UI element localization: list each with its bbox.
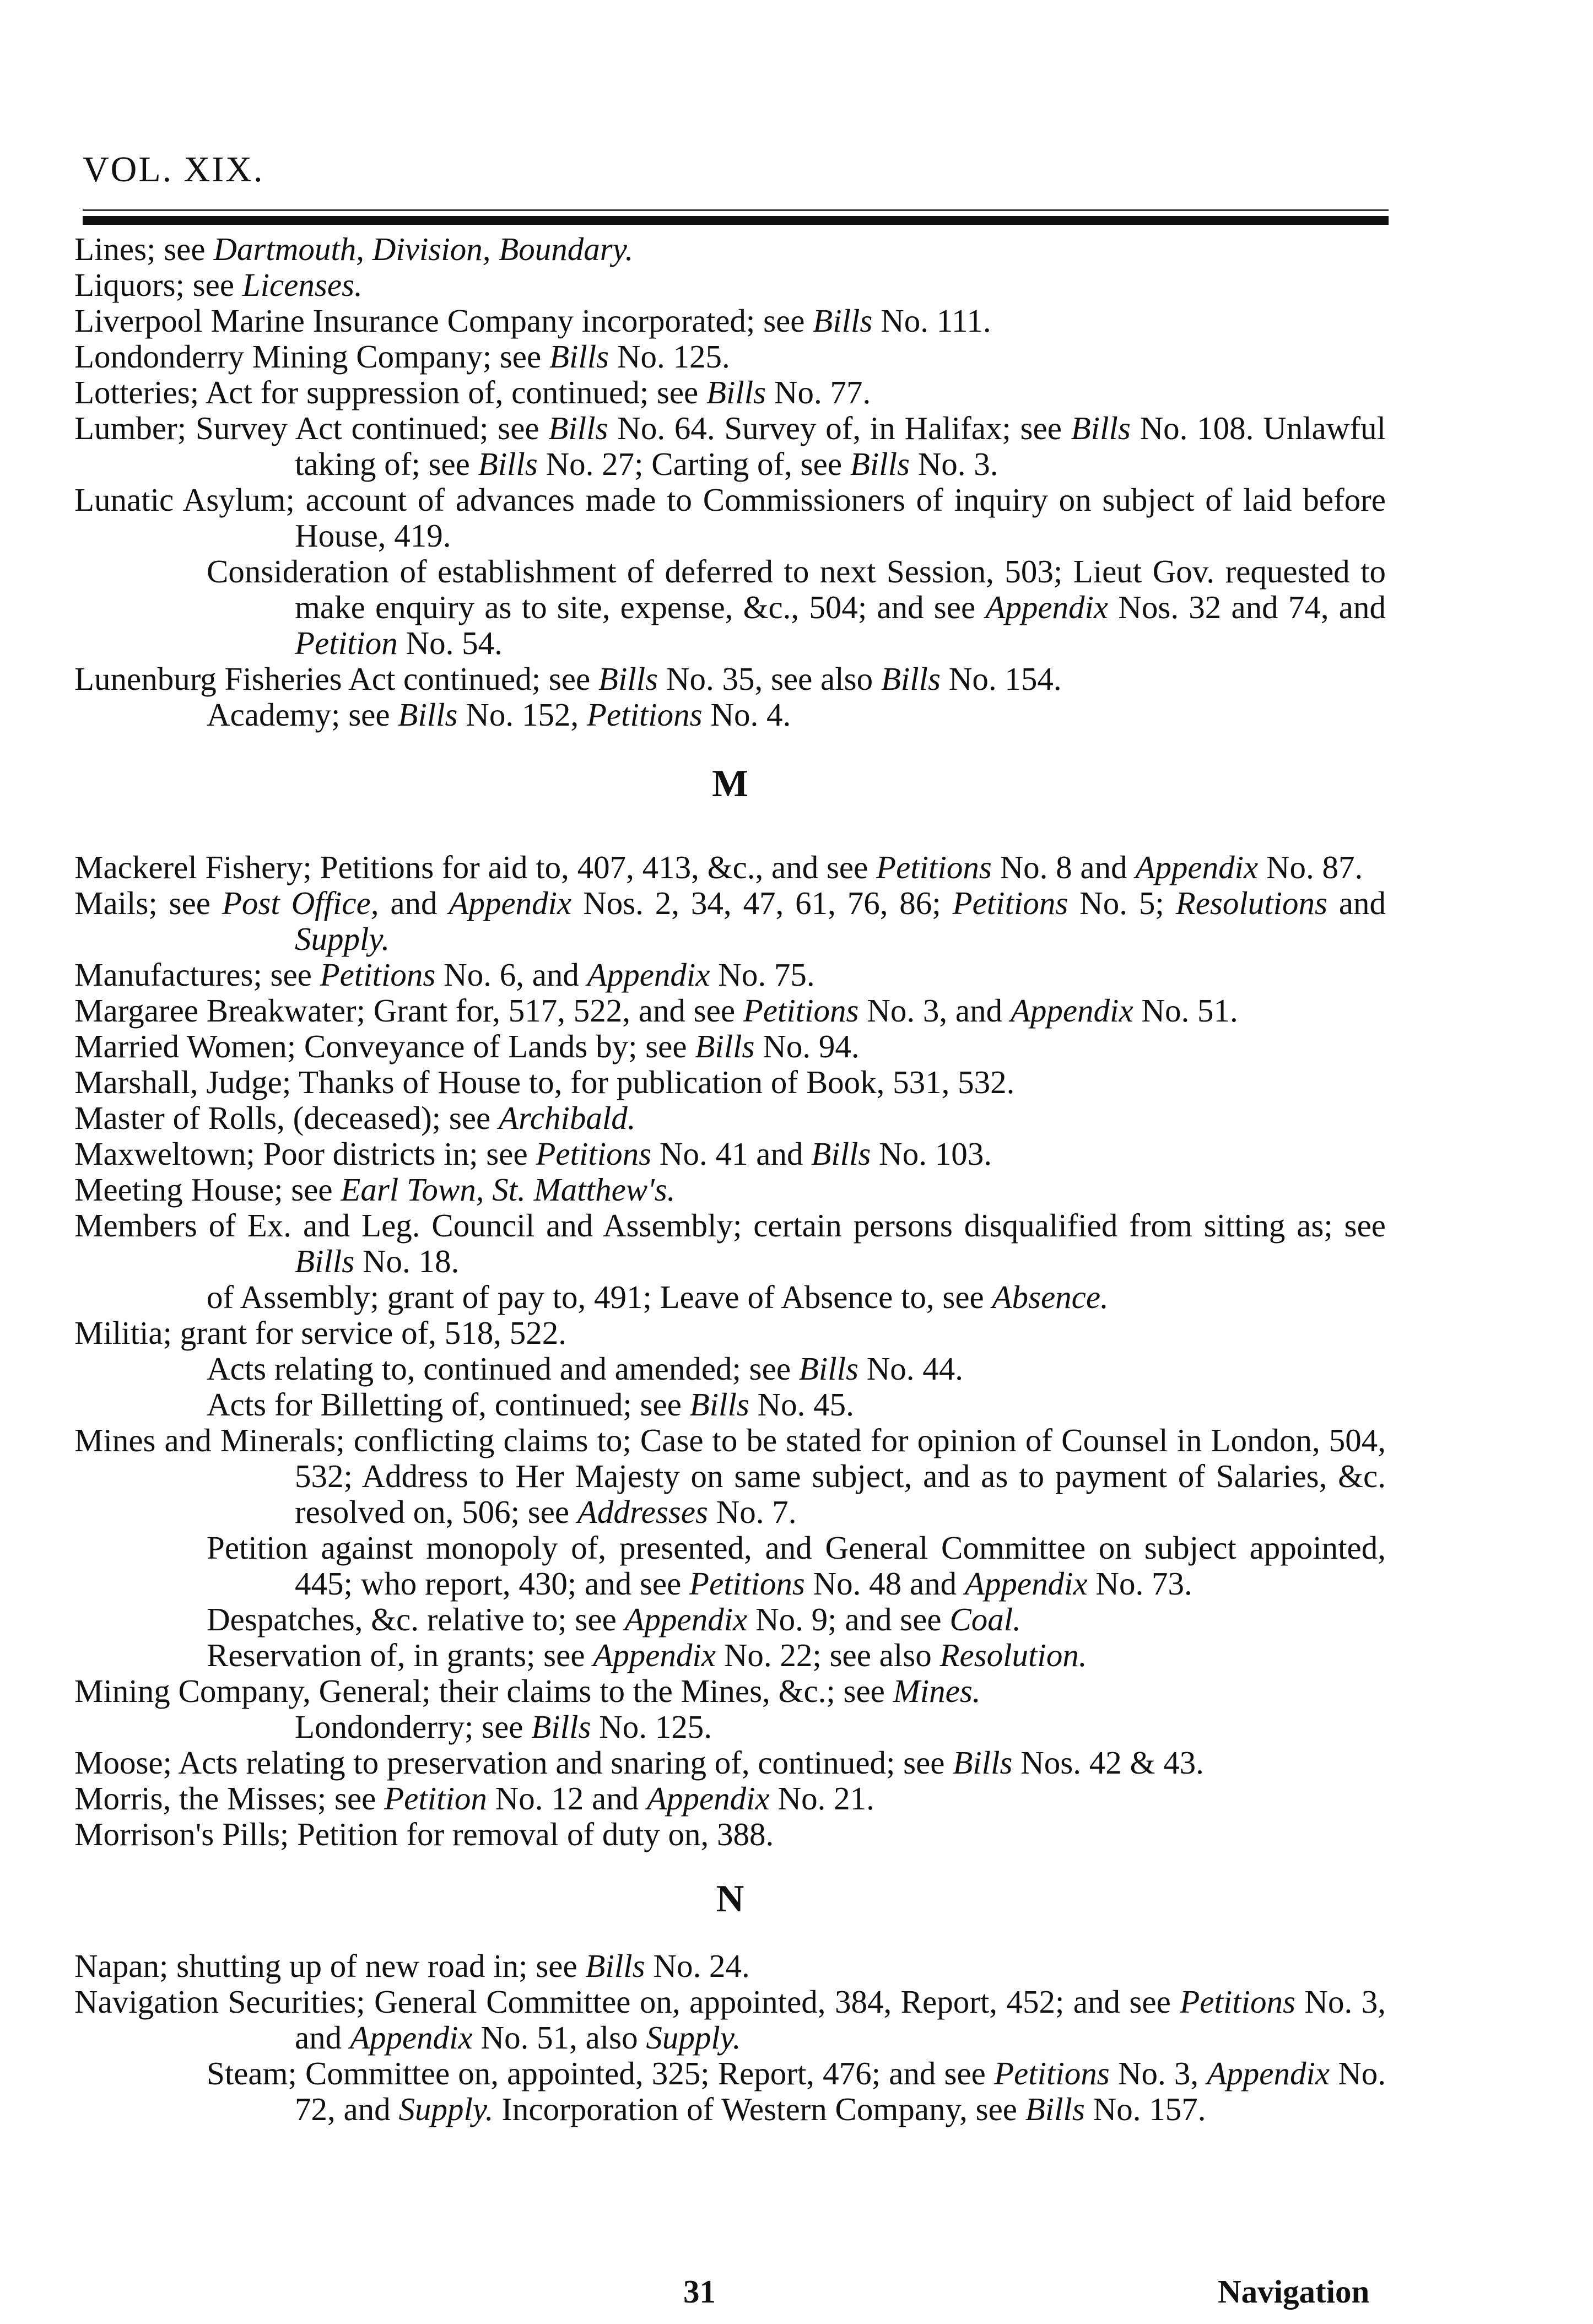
entry-reference-text: Resolution.: [939, 1637, 1087, 1673]
entry-text: No. 35, see also: [658, 661, 881, 697]
entry-text: Londonderry; see: [295, 1709, 532, 1745]
entry-reference-text: Petition: [384, 1780, 487, 1817]
entry-text: Steam; Committee on, appointed, 325; Report, 476; and see: [207, 2055, 994, 2091]
index-subentry: [74, 1637, 1386, 1673]
entry-text: No. 94.: [754, 1028, 860, 1064]
entry-reference-text: Post Office,: [222, 885, 379, 921]
entry-reference-text: Petitions: [586, 696, 703, 733]
entry-text: Navigation Securities; General Committee on, appointed, 384, Report, 452; and see: [74, 1983, 1180, 2020]
entry-text: Liquors; see: [74, 267, 242, 303]
entry-text: No. 3.: [909, 446, 998, 482]
entry-reference-text: Appendix: [449, 885, 572, 921]
entry-text: No. 4.: [702, 696, 791, 733]
entry-reference-text: Coal.: [949, 1601, 1021, 1637]
entry-reference-text: Bills: [850, 446, 910, 482]
entry-text: Incorporation of Western Company, see: [493, 2091, 1025, 2127]
entry-text: Mining Company, General; their claims to the Mines, &c.; see: [74, 1673, 893, 1709]
entry-text: Master of Rolls, (deceased); see: [74, 1100, 499, 1136]
index-group-l: [74, 231, 1386, 733]
entry-text: Lines; see: [74, 231, 214, 267]
entry-text: No. 152,: [457, 696, 587, 733]
entry-reference-text: Bills: [881, 661, 941, 697]
entry-text: No. 21.: [769, 1780, 874, 1817]
entry-text: No. 77.: [766, 374, 871, 410]
entry-text: Lumber; Survey Act continued; see: [74, 410, 549, 446]
entry-text: Moose; Acts relating to preservation and snaring of, continued; see: [74, 1744, 953, 1781]
index-entry: [74, 1208, 1386, 1279]
entry-reference-text: Bills: [811, 1136, 871, 1172]
index-entry: [74, 957, 1386, 993]
entry-text: Lotteries; Act for suppression of, continued; see: [74, 374, 706, 410]
catchword: Navigation: [1218, 2273, 1370, 2310]
entry-reference-text: Bills: [798, 1350, 858, 1387]
entry-text: No. 48 and: [804, 1565, 965, 1602]
entry-text: Mines and Minerals; conflicting claims to; Case to be stated for opinion of Counsel in London, 504, 532; Address to Her Majesty on same subject, and as to payment of Salaries, &c. resolved on, 506; see: [74, 1422, 1386, 1530]
entry-text: Morrison's Pills; Petition for removal of duty on, 388.: [74, 1816, 774, 1852]
index-entries: [74, 231, 1386, 2127]
entry-text: No. 51, also: [472, 2019, 646, 2056]
entry-text: No. 108. Unlawful taking of; see: [295, 410, 1386, 482]
entry-reference-text: Archibald.: [499, 1100, 636, 1136]
entry-text: Maxweltown; Poor districts in; see: [74, 1136, 536, 1172]
entry-reference-text: Appendix: [1010, 992, 1133, 1029]
entry-text: No. 157.: [1084, 2091, 1206, 2127]
entry-reference-text: Bills: [813, 302, 873, 339]
entry-text: No. 12 and: [487, 1780, 647, 1817]
entry-text: No. 154.: [941, 661, 1062, 697]
entry-text: Nos. 32 and 74, and: [1108, 589, 1386, 625]
entry-text: No. 24.: [645, 1948, 750, 1984]
index-group-m: [74, 850, 1386, 1852]
entry-text: Married Women; Conveyance of Lands by; see: [74, 1028, 695, 1064]
entry-text: Nos. 2, 34, 47, 61, 76, 86;: [571, 885, 953, 921]
index-entry: [74, 1029, 1386, 1064]
index-entry: [74, 1423, 1386, 1530]
entry-text: No. 64. Survey of, in Halifax; see: [608, 410, 1071, 446]
entry-text: Mails; see: [74, 885, 222, 921]
entry-reference-text: Petitions: [743, 992, 859, 1029]
entry-text: Napan; shutting up of new road in; see: [74, 1948, 586, 1984]
entry-text: No. 44.: [858, 1350, 964, 1387]
index-entry: [74, 267, 1386, 303]
entry-text: Lunatic Asylum; account of advances made to Commissioners of inquiry on subject of laid before House, 419.: [74, 482, 1386, 554]
header-rule-thin: [83, 209, 1389, 211]
entry-reference-text: Bills: [1025, 2091, 1085, 2127]
entry-text: Petition against monopoly of, presented, and General Committee on subject appointed, 445; who report, 430; and see: [207, 1529, 1386, 1602]
index-entry: [74, 661, 1386, 697]
entry-reference-text: Earl Town, St. Matthew's.: [341, 1171, 676, 1208]
entry-reference-text: Bills: [549, 338, 609, 375]
entry-text: Mackerel Fishery; Petitions for aid to, 407, 413, &c., and see: [74, 849, 877, 885]
entry-text: No. 125.: [609, 338, 730, 375]
entry-text: Reservation of, in grants; see: [207, 1637, 593, 1673]
entry-reference-text: Petitions: [320, 956, 436, 993]
entry-reference-text: Appendix: [985, 589, 1109, 625]
entry-text: No. 3, and: [295, 1983, 1386, 2056]
entry-text: Meeting House; see: [74, 1171, 341, 1208]
entry-text: No. 87.: [1258, 849, 1363, 885]
index-subentry: [74, 554, 1386, 661]
volume-heading: VOL. XIX.: [83, 149, 264, 190]
entry-reference-text: Supply.: [295, 921, 390, 957]
entry-reference-text: Appendix: [1207, 2055, 1330, 2091]
entry-text: Lunenburg Fisheries Act continued; see: [74, 661, 598, 697]
entry-text: No. 27; Carting of, see: [537, 446, 850, 482]
entry-text: No. 111.: [872, 302, 991, 339]
entry-reference-text: Bills: [531, 1709, 591, 1745]
index-entry: [74, 1172, 1386, 1208]
entry-reference-text: Bills: [295, 1243, 355, 1279]
index-entry: [74, 231, 1386, 267]
index-entry: [74, 1817, 1386, 1852]
entry-text: Londonderry Mining Company; see: [74, 338, 549, 375]
entry-text: Acts for Billetting of, continued; see: [207, 1386, 690, 1423]
entry-reference-text: Appendix: [593, 1637, 716, 1673]
entry-reference-text: Appendix: [587, 956, 710, 993]
entry-text: No. 3, and: [858, 992, 1011, 1029]
entry-text: No. 51.: [1133, 992, 1238, 1029]
entry-text: Militia; grant for service of, 518, 522.: [74, 1315, 566, 1351]
entry-reference-text: Bills: [398, 696, 458, 733]
index-subentry: [74, 1602, 1386, 1637]
entry-reference-text: Bills: [689, 1386, 749, 1423]
entry-text: No. 18.: [354, 1243, 460, 1279]
entry-text: Marshall, Judge; Thanks of House to, for publication of Book, 531, 532.: [74, 1064, 1015, 1100]
index-entry: [74, 885, 1386, 957]
entry-text: Liverpool Marine Insurance Company incorporated; see: [74, 302, 813, 339]
index-subentry: [74, 1279, 1386, 1315]
index-entry: [74, 482, 1386, 554]
entry-text: and: [379, 885, 449, 921]
entry-reference-text: Bills: [548, 410, 608, 446]
entry-reference-text: Petitions: [536, 1136, 652, 1172]
entry-reference-text: Bills: [706, 374, 766, 410]
index-entry: [74, 1745, 1386, 1781]
entry-text: Nos. 42 & 43.: [1012, 1744, 1204, 1781]
index-entry: [74, 1948, 1386, 1984]
entry-text: Manufactures; see: [74, 956, 320, 993]
entry-reference-text: Mines.: [893, 1673, 981, 1709]
entry-reference-text: Petitions: [689, 1565, 805, 1602]
entry-text: Despatches, &c. relative to; see: [207, 1601, 625, 1637]
entry-text: No. 5;: [1068, 885, 1176, 921]
entry-reference-text: Addresses: [577, 1494, 708, 1530]
entry-reference-text: Bills: [1071, 410, 1131, 446]
index-subentry: [74, 697, 1386, 733]
entry-reference-text: Appendix: [624, 1601, 748, 1637]
section-letter-n: N: [716, 1878, 744, 1920]
entry-reference-text: Bills: [478, 446, 538, 482]
index-entry: [74, 339, 1386, 375]
entry-reference-text: Bills: [695, 1028, 755, 1064]
entry-reference-text: Petitions: [1180, 1983, 1295, 2020]
entry-reference-text: Bills: [953, 1744, 1013, 1781]
entry-reference-text: Supply.: [646, 2019, 741, 2056]
index-entry: [74, 1136, 1386, 1172]
entry-reference-text: Petitions: [993, 2055, 1110, 2091]
section-letter-m: M: [711, 763, 749, 805]
entry-text: No. 6, and: [435, 956, 587, 993]
index-group-n: [74, 1948, 1386, 2127]
entry-reference-text: Petitions: [876, 849, 992, 885]
entry-reference-text: Resolutions: [1175, 885, 1327, 921]
entry-text: No. 7.: [708, 1494, 797, 1530]
entry-text: No. 73.: [1087, 1565, 1192, 1602]
index-entry: [74, 1100, 1386, 1136]
entry-reference-text: Dartmouth, Division, Boundary.: [213, 231, 634, 267]
entry-text: No. 8 and: [991, 849, 1136, 885]
entry-text: Academy; see: [207, 696, 398, 733]
index-entry: [74, 850, 1386, 885]
entry-reference-text: Appendix: [964, 1565, 1088, 1602]
entry-text: No. 45.: [749, 1386, 854, 1423]
entry-text: Acts relating to, continued and amended; see: [207, 1350, 799, 1387]
entry-text: Margaree Breakwater; Grant for, 517, 522, and see: [74, 992, 743, 1029]
entry-reference-text: Licenses.: [242, 267, 363, 303]
index-subentry: [74, 1530, 1386, 1602]
index-entry: [74, 1673, 1386, 1709]
entry-text: Morris, the Misses; see: [74, 1780, 385, 1817]
entry-reference-text: Petition: [295, 625, 398, 661]
entry-text: No. 72, and: [295, 2055, 1386, 2127]
page-number: 31: [683, 2273, 716, 2310]
entry-text: No. 75.: [710, 956, 815, 993]
entry-reference-text: Bills: [598, 661, 658, 697]
index-entry: [74, 1064, 1386, 1100]
index-subentry: [74, 1351, 1386, 1387]
entry-text: No. 103.: [871, 1136, 992, 1172]
entry-text: No. 125.: [591, 1709, 712, 1745]
index-subentry: [74, 1709, 1386, 1745]
index-entry: [74, 303, 1386, 339]
index-entry: [74, 1781, 1386, 1817]
header-rule-thick: [83, 216, 1389, 225]
entry-reference-text: Supply.: [398, 2091, 494, 2127]
entry-reference-text: Appendix: [349, 2019, 473, 2056]
index-subentry: [74, 2056, 1386, 2127]
entry-text: Consideration of establishment of deferred to next Session, 503; Lieut Gov. requested to make enquiry as to site, expense, &c., 504; and see: [207, 553, 1386, 625]
entry-reference-text: Absence.: [992, 1279, 1109, 1315]
entry-text: No. 9; and see: [747, 1601, 950, 1637]
entry-text: of Assembly; grant of pay to, 491; Leave of Absence to, see: [207, 1279, 992, 1315]
entry-text: Members of Ex. and Leg. Council and Assembly; certain persons disqualified from sitting as; see: [74, 1207, 1386, 1244]
entry-reference-text: Appendix: [1135, 849, 1259, 885]
index-subentry: [74, 1387, 1386, 1423]
entry-text: No. 3,: [1109, 2055, 1207, 2091]
entry-text: No. 54.: [397, 625, 503, 661]
index-entry: [74, 410, 1386, 482]
entry-reference-text: Appendix: [646, 1780, 770, 1817]
index-entry: [74, 1315, 1386, 1351]
entry-reference-text: Petitions: [952, 885, 1068, 921]
entry-reference-text: Bills: [585, 1948, 645, 1984]
entry-text: and: [1327, 885, 1386, 921]
entry-text: No. 41 and: [651, 1136, 812, 1172]
index-entry: [74, 375, 1386, 410]
entry-text: No. 22; see also: [716, 1637, 940, 1673]
index-entry: [74, 1984, 1386, 2056]
index-entry: [74, 993, 1386, 1029]
